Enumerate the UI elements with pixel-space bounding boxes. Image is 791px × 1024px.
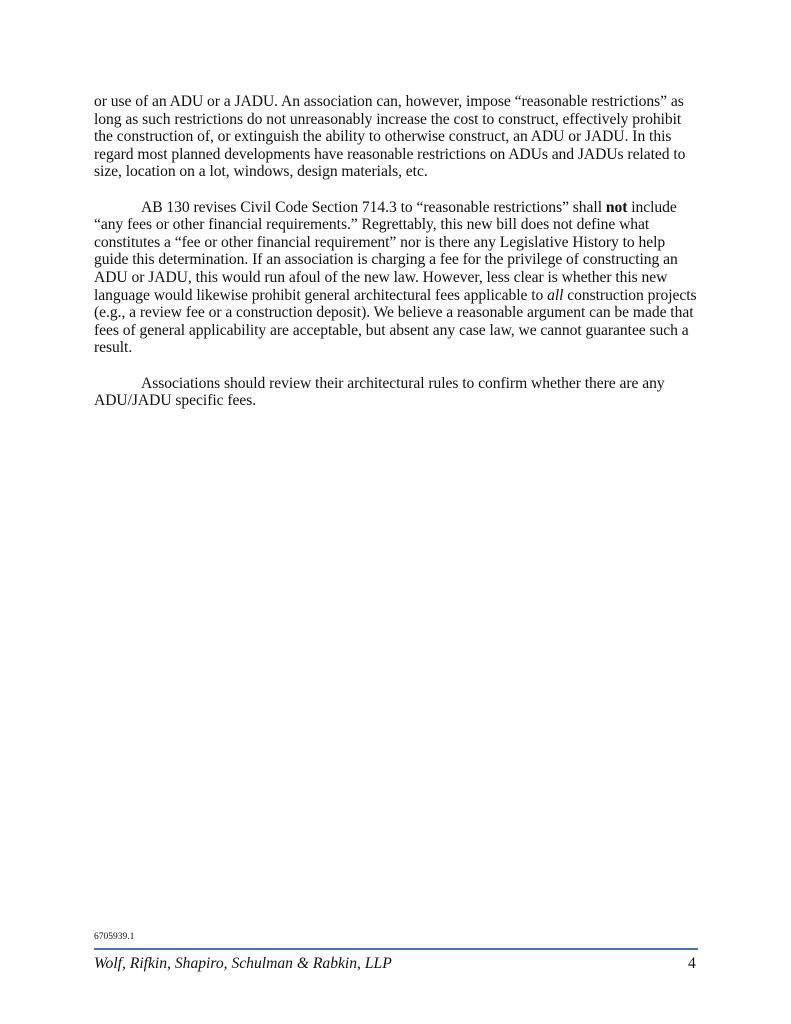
document-body [94, 93, 702, 427]
paragraph-2-bold-not: not [605, 198, 628, 216]
footer-firm-name: Wolf, Rifkin, Shapiro, Schulman & Rabkin, LLP [94, 955, 392, 972]
paragraph-3-text: Associations should review their architectural rules to confirm whether there are any ADU/JADU specific fees. [94, 374, 665, 410]
document-id: 6705939.1 [94, 932, 135, 942]
paragraph-ab130 [94, 199, 702, 357]
footer-rule [94, 948, 698, 950]
paragraph-1-text: or use of an ADU or a JADU. An association can, however, impose “reasonable restrictions” as long as such restrictions do not unreasonably increase the cost to construct, effectively prohibit the construction of, or extinguish the ability to otherwise construct, an ADU or JADU. In this regard most planned developments have reasonable restrictions on ADUs and JADUs related to size, location on a lot, windows, design materials, etc. [94, 93, 686, 181]
paragraph-2-italic-all: all [547, 286, 564, 304]
footer-page-number: 4 [688, 955, 696, 972]
paragraph-recommendation [94, 375, 702, 410]
paragraph-continuation [94, 93, 702, 181]
paragraph-2-part1: AB 130 revises Civil Code Section 714.3 to “reasonable restrictions” shall [141, 198, 606, 216]
paragraph-2-part3: construction projects (e.g., a review fee or a construction deposit). We believe a reasonable argument can be made that fees of general applicability are acceptable, but absent any case law, we cannot guarantee such a result. [94, 286, 697, 357]
paragraph-2-part2: include “any fees or other financial requirements.” Regrettably, this new bill does not define what constitutes a “fee or other financial requirement” nor is there any Legislative History to help guide this determination. If an association is charging a fee for the privilege of constructing an ADU or JADU, this would run afoul of the new law. However, less clear is whether this new language would likewise prohibit general architectural fees applicable to [94, 198, 678, 304]
